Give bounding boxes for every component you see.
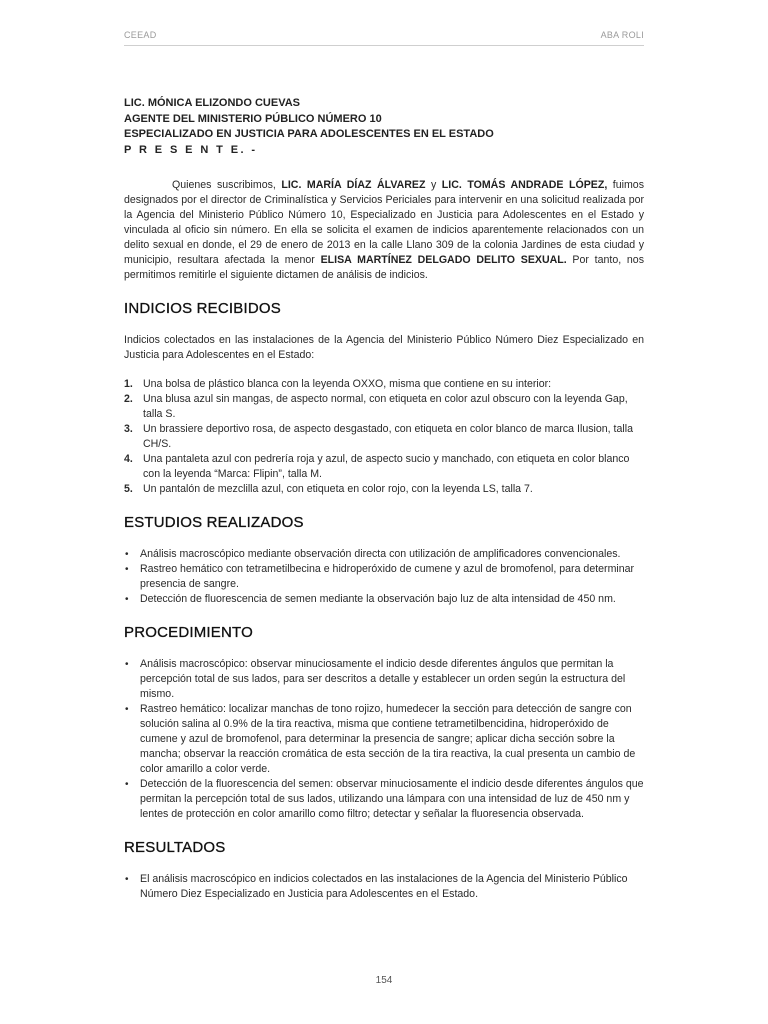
list-item [124, 702, 644, 777]
item-text: Detección de fluorescencia de semen mediante la observación bajo luz de alta intensidad de 450 nm. [140, 593, 616, 605]
document-body [124, 96, 644, 902]
page-number: 154 [375, 975, 393, 986]
intro-text-3: fuimos designados por el director de Criminalística y Servicios Periciales para intervenir en una solicitud realizada por la Agencia del Ministerio Público Número 10, Especializado en Justicia para Adolescentes en el Estado y vinculada al oficio sin número. En ella se solicita el examen de indicios aparentemente relacionados con un delito sexual en donde, el 29 de enero de 2013 en la calle Llano 309 de la colonia Jardines de esta ciudad y municipio, resultara afectada la menor [124, 179, 644, 266]
bullet-icon: • [125, 564, 129, 575]
header-right-label: ABA ROLI [600, 30, 644, 40]
resultados-list [124, 872, 644, 902]
item-number: 5. [124, 483, 133, 495]
indicios-text: Indicios colectados en las instalaciones de la Agencia del Ministerio Público Número Diez Especializado en Justicia para Adolescentes en el Estado: [124, 334, 644, 361]
estudios-list [124, 547, 644, 607]
addressee-name: LIC. MÓNICA ELIZONDO CUEVAS [124, 97, 300, 109]
section-title-procedimiento: PROCEDIMIENTO [124, 624, 254, 641]
list-item [124, 872, 644, 902]
intro-text-1: Quienes suscribimos, [172, 179, 282, 191]
section-title-indicios: INDICIOS RECIBIDOS [124, 300, 281, 317]
item-text: Un brassiere deportivo rosa, de aspecto desgastado, con etiqueta en color blanco de marca Ilusion, talla CH/S. [143, 423, 633, 450]
list-item [124, 422, 644, 452]
intro-text-4: Por tanto, nos permitimos remitirle el siguiente dictamen de análisis de indicios. [124, 254, 644, 281]
bullet-icon: • [125, 779, 129, 790]
item-text: Detección de la fluorescencia del semen: observar minuciosamente el indicio desde diferentes ángulos que permitan la percepción total de sus lados, utilizando una lámpara con una intensidad de luz de 450 nm y lentes de protección en color amarillo como filtro; detectar y señalar la fluoresencia observada. [140, 778, 644, 820]
item-text: Una blusa azul sin mangas, de aspecto normal, con etiqueta en color azul obscuro con la leyenda Gap, talla S. [143, 393, 628, 420]
intro-name-2: LIC. TOMÁS ANDRADE LÓPEZ, [441, 179, 608, 191]
header-left-label: CEEAD [124, 30, 157, 40]
item-text: Rastreo hemático: localizar manchas de tono rojizo, humedecer la sección para detección de sangre con solución salina al 0.9% de la tira reactiva, misma que contiene tetrametilbencidina, hidroperóxido de cumene y azul de bromofenol, para determinar la presencia de sangre; aplicar dicha sección sobre la mancha; observar la reacción cromática de esta sección de la tira reactiva, la cual presenta un cambio de color amarillo a color verde. [140, 703, 636, 775]
item-number: 4. [124, 453, 133, 465]
item-text: Rastreo hemático con tetrametilbecina e hidroperóxido de cumene y azul de bromofenol, para determinar presencia de sangre. [140, 563, 635, 590]
section-title-estudios: ESTUDIOS REALIZADOS [124, 514, 304, 531]
addressee-specialty: ESPECIALIZADO EN JUSTICIA PARA ADOLESCENTES EN EL ESTADO [124, 128, 494, 140]
indicios-list [124, 377, 644, 497]
list-item [124, 377, 644, 392]
list-item [124, 547, 644, 562]
bullet-icon: • [125, 874, 129, 885]
item-text: Una pantaleta azul con pedrería roja y azul, de aspecto sucio y manchado, con etiqueta en color blanco con la leyenda “Marca: Flipin”, talla M. [143, 453, 630, 480]
addressee-block [124, 96, 644, 158]
item-text: Análisis macroscópico mediante observación directa con utilización de amplificadores convencionales. [140, 548, 621, 560]
bullet-icon: • [125, 659, 129, 670]
list-item [124, 482, 644, 497]
item-number: 2. [124, 393, 133, 405]
item-text: El análisis macroscópico en indicios colectados en las instalaciones de la Agencia del Ministerio Público Número Diez Especializado en Justicia para Adolescentes en el Estado. [140, 873, 628, 900]
item-number: 3. [124, 423, 133, 435]
intro-text-2: y [425, 179, 442, 191]
bullet-icon: • [125, 704, 129, 715]
intro-paragraph [124, 178, 644, 283]
addressee-presente: P R E S E N T E. - [124, 143, 258, 156]
item-text: Una bolsa de plástico blanca con la leyenda OXXO, misma que contiene en su interior: [143, 378, 552, 390]
procedimiento-list [124, 657, 644, 822]
list-item [124, 452, 644, 482]
bullet-icon: • [125, 594, 129, 605]
list-item [124, 392, 644, 422]
item-text: Análisis macroscópico: observar minuciosamente el indicio desde diferentes ángulos que permitan la percepción total de sus lados, para ser descritos a detalle y establecer un orden según la estructura del mismo. [140, 658, 626, 700]
section-title-resultados: RESULTADOS [124, 839, 226, 856]
bullet-icon: • [125, 549, 129, 560]
list-item [124, 657, 644, 702]
intro-name-1: LIC. MARÍA DÍAZ ÁLVAREZ [281, 179, 426, 191]
header-divider [124, 45, 644, 46]
list-item [124, 777, 644, 822]
addressee-position: AGENTE DEL MINISTERIO PÚBLICO NÚMERO 10 [124, 112, 382, 125]
intro-victim: ELISA MARTÍNEZ DELGADO DELITO SEXUAL. [320, 254, 567, 266]
running-header [124, 30, 644, 40]
item-number: 1. [124, 378, 133, 390]
list-item [124, 562, 644, 592]
list-item [124, 592, 644, 607]
item-text: Un pantalón de mezclilla azul, con etiqueta en color rojo, con la leyenda LS, talla 7. [143, 483, 533, 495]
